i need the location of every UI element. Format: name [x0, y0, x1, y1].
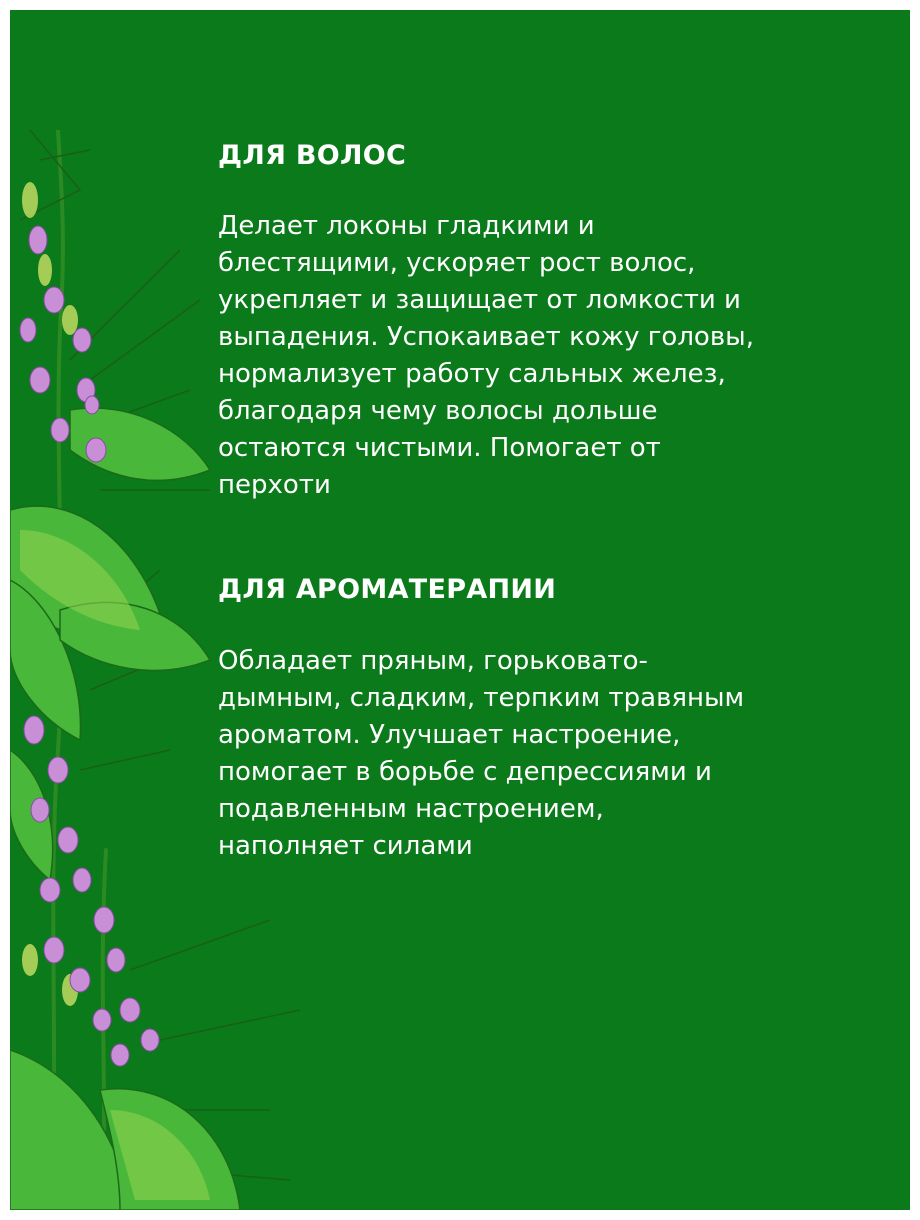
text-line: укрепляет и защищает от ломкости и: [218, 285, 741, 315]
text-line: Делает локоны гладкими и: [218, 211, 595, 241]
text-line: помогает в борьбе с депрессиями и: [218, 757, 712, 787]
text-line: благодаря чему волосы дольше: [218, 396, 658, 426]
section-text-aromatherapy: [218, 643, 858, 865]
text-line: Обладает пряным, горьковато-: [218, 646, 648, 676]
text-line: ароматом. Улучшает настроение,: [218, 720, 681, 750]
green-panel: [10, 10, 910, 1210]
section-title-hair: ДЛЯ ВОЛОС: [218, 140, 407, 171]
text-line: подавленным настроением,: [218, 794, 604, 824]
text-line: выпадения. Успокаивает кожу головы,: [218, 322, 754, 352]
text-line: остаются чистыми. Помогает от: [218, 433, 661, 463]
text-line: нормализует работу сальных желез,: [218, 359, 726, 389]
text-content: [218, 136, 858, 865]
text-line: перхоти: [218, 470, 331, 500]
text-line: блестящими, ускоряет рост волос,: [218, 248, 696, 278]
section-title-aromatherapy: ДЛЯ АРОМАТЕРАПИИ: [218, 574, 557, 605]
text-line: дымным, сладким, терпким травяным: [218, 683, 745, 713]
text-line: наполняет силами: [218, 831, 473, 861]
section-text-hair: [218, 208, 858, 504]
